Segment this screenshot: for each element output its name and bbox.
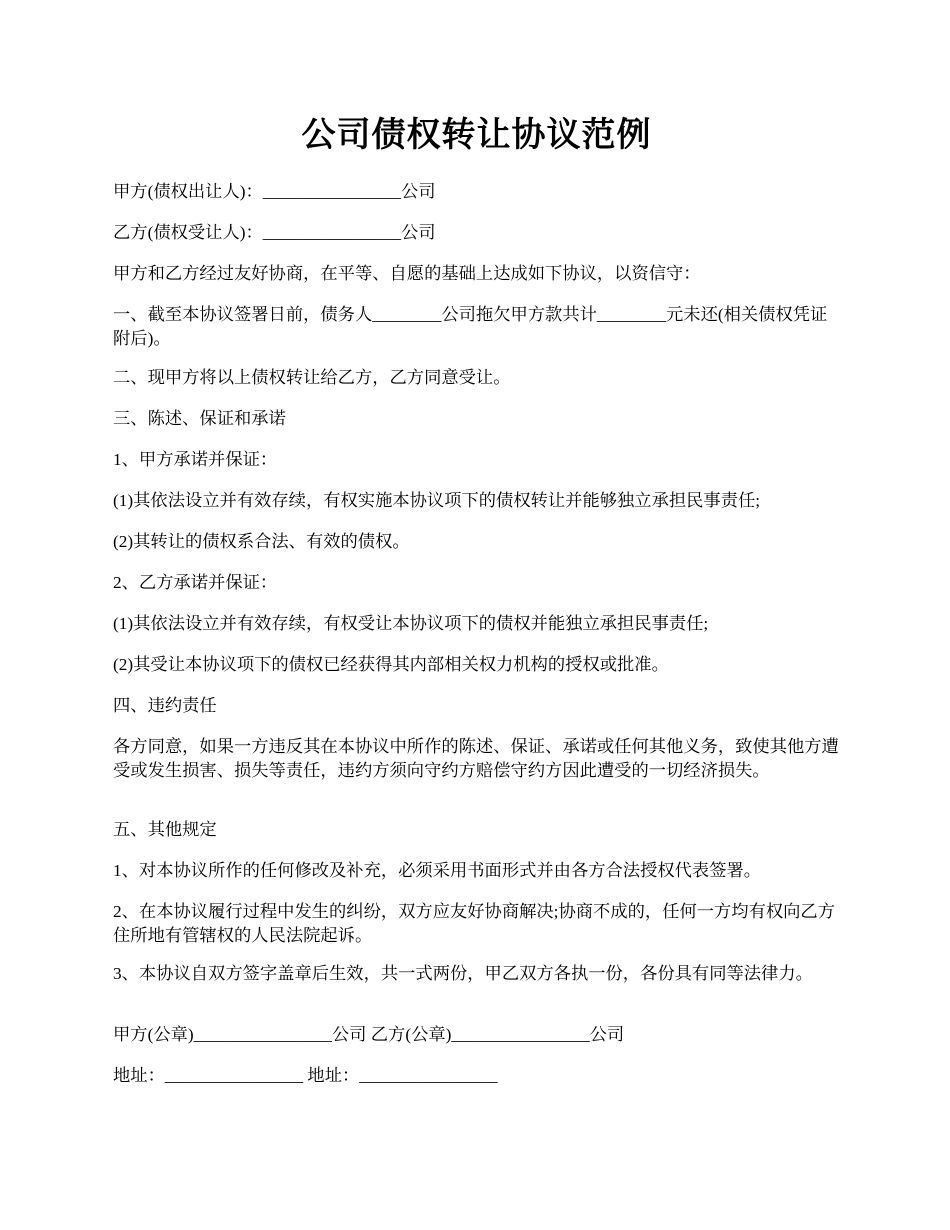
preamble-paragraph: 甲方和乙方经过友好协商，在平等、自愿的基础上达成如下协议，以资信守： [113,264,701,283]
party-a-line: 甲方(债权出让人)：________________公司 [113,182,436,201]
party-a-warranty-heading: 1、甲方承诺并保证： [113,450,278,469]
other-provision-2: 2、在本协议履行过程中发生的纠纷，双方应友好协商解决;协商不成的，任何一方均有权向乙方住所地有管辖权的人民法院起诉。 [113,902,835,945]
section-4-heading: 四、违约责任 [113,696,217,715]
breach-liability-paragraph: 各方同意，如果一方违反其在本协议中所作的陈述、保证、承诺或任何其他义务，致使其他方遭受或发生损害、损失等责任，违约方须向守约方赔偿守约方因此遭受的一切经济损失。 [113,737,839,780]
section-5-heading: 五、其他规定 [113,820,217,839]
address-line: 地址：________________ 地址：________________ [113,1066,498,1085]
section-3-heading: 三、陈述、保证和承诺 [113,409,286,428]
other-provision-1: 1、对本协议所作的任何修改及补充，必须采用书面形式并由各方合法授权代表签署。 [113,861,762,880]
signature-line: 甲方(公章)________________公司 乙方(公章)________________公司 [113,1025,625,1044]
party-b-line: 乙方(债权受让人)：________________公司 [113,223,436,242]
party-a-warranty-item-2: (2)其转让的债权系合法、有效的债权。 [113,532,410,551]
clause-2-paragraph: 二、现甲方将以上债权转让给乙方，乙方同意受让。 [113,368,511,387]
party-b-warranty-item-2: (2)其受让本协议项下的债权已经获得其内部相关权力机构的授权或批准。 [113,655,669,674]
party-b-warranty-heading: 2、乙方承诺并保证： [113,573,278,592]
clause-1-paragraph: 一、截至本协议签署日前，债务人________公司拖欠甲方款共计________元未还(相关债权凭证附后)。 [113,305,828,348]
party-b-warranty-item-1: (1)其依法设立并有效存续，有权受让本协议项下的债权并能独立承担民事责任; [113,614,709,633]
party-a-warranty-item-1: (1)其依法设立并有效存续，有权实施本协议项下的债权转让并能够独立承担民事责任; [113,491,761,510]
document-title: 公司债权转让协议范例 [301,117,652,154]
other-provision-3: 3、本协议自双方签字盖章后生效，共一式两份，甲乙双方各执一份，各份具有同等法律力。 [113,964,813,983]
